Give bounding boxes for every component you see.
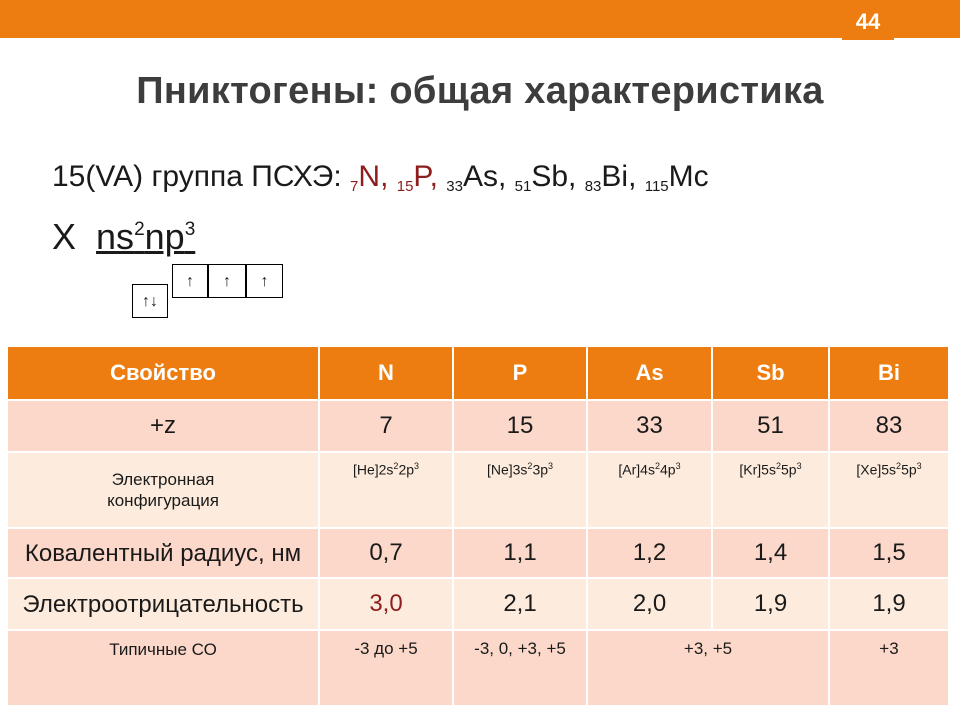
table-cell: $[Kr]5s^25p^3$ bbox=[712, 452, 829, 528]
table-cell: 1,4 bbox=[712, 528, 829, 578]
row-label: Типичные СО bbox=[7, 630, 319, 706]
table-row-electronegativity bbox=[7, 578, 949, 630]
np-term: $np^3$ bbox=[144, 216, 196, 257]
element-mc: $_{115}$Mc bbox=[644, 160, 709, 195]
ns-term: $ns^2$ bbox=[96, 216, 145, 257]
group-line-prefix: 15(VA) группа ПСХЭ: bbox=[52, 160, 351, 193]
p-orbital-box-1: ↑ bbox=[172, 264, 208, 298]
table-row-oxidation bbox=[7, 630, 949, 706]
header-sb: Sb bbox=[712, 346, 829, 400]
table-cell: -3 до +5 bbox=[319, 630, 453, 706]
header-as: As bbox=[587, 346, 712, 400]
element-n: $_7$N, bbox=[350, 160, 397, 195]
element-as: $_{33}$As, bbox=[446, 160, 515, 195]
table-header-row bbox=[7, 346, 949, 400]
table-cell: +3, +5 bbox=[587, 630, 829, 706]
row-label: +z bbox=[7, 400, 319, 452]
slide-title: Пниктогены: общая характеристика bbox=[136, 70, 824, 112]
table-cell: 2,1 bbox=[453, 578, 587, 630]
slide-number: 44 bbox=[842, 0, 894, 40]
table-cell: $[Ar]4s^24p^3$ bbox=[587, 452, 712, 528]
element-sb: $_{51}$Sb, bbox=[514, 160, 585, 195]
table-cell: 83 bbox=[829, 400, 949, 452]
table-cell: 1,9 bbox=[829, 578, 949, 630]
table-cell: $[He]2s^22p^3$ bbox=[319, 452, 453, 528]
table-cell: 0,7 bbox=[319, 528, 453, 578]
row-label: Электроотрицательность bbox=[7, 578, 319, 630]
table-row-config bbox=[7, 452, 949, 528]
header-bi: Bi bbox=[829, 346, 949, 400]
element-bi: $_{83}$Bi, bbox=[584, 160, 645, 195]
table-cell: 1,5 bbox=[829, 528, 949, 578]
row-label: Электронная конфигурация bbox=[7, 452, 319, 528]
table-cell: 33 bbox=[587, 400, 712, 452]
properties-table bbox=[6, 345, 950, 707]
s-orbital-box: ↑↓ bbox=[132, 284, 168, 318]
electron-config-formula bbox=[52, 216, 195, 258]
table-cell: 1,1 bbox=[453, 528, 587, 578]
p-orbital-box-2: ↑ bbox=[208, 264, 246, 298]
element-p: $_{15}$P, bbox=[396, 160, 447, 195]
table-cell: +3 bbox=[829, 630, 949, 706]
table-cell: 15 bbox=[453, 400, 587, 452]
table-cell: 51 bbox=[712, 400, 829, 452]
group-line bbox=[52, 160, 709, 195]
table-cell: 3,0 bbox=[319, 578, 453, 630]
header-n: N bbox=[319, 346, 453, 400]
table-cell: 2,0 bbox=[587, 578, 712, 630]
table-cell: $[Xe]5s^25p^3$ bbox=[829, 452, 949, 528]
table-cell: 1,9 bbox=[712, 578, 829, 630]
table-row-radius bbox=[7, 528, 949, 578]
row-label: Ковалентный радиус, нм bbox=[7, 528, 319, 578]
element-placeholder-x: X bbox=[52, 216, 77, 257]
header-p: P bbox=[453, 346, 587, 400]
table-row-z bbox=[7, 400, 949, 452]
p-orbital-box-3: ↑ bbox=[246, 264, 283, 298]
table-cell: -3, 0, +3, +5 bbox=[453, 630, 587, 706]
table-cell: 7 bbox=[319, 400, 453, 452]
table-cell: 1,2 bbox=[587, 528, 712, 578]
top-accent-bar bbox=[0, 0, 960, 38]
table-cell: $[Ne]3s^23p^3$ bbox=[453, 452, 587, 528]
header-property: Свойство bbox=[7, 346, 319, 400]
